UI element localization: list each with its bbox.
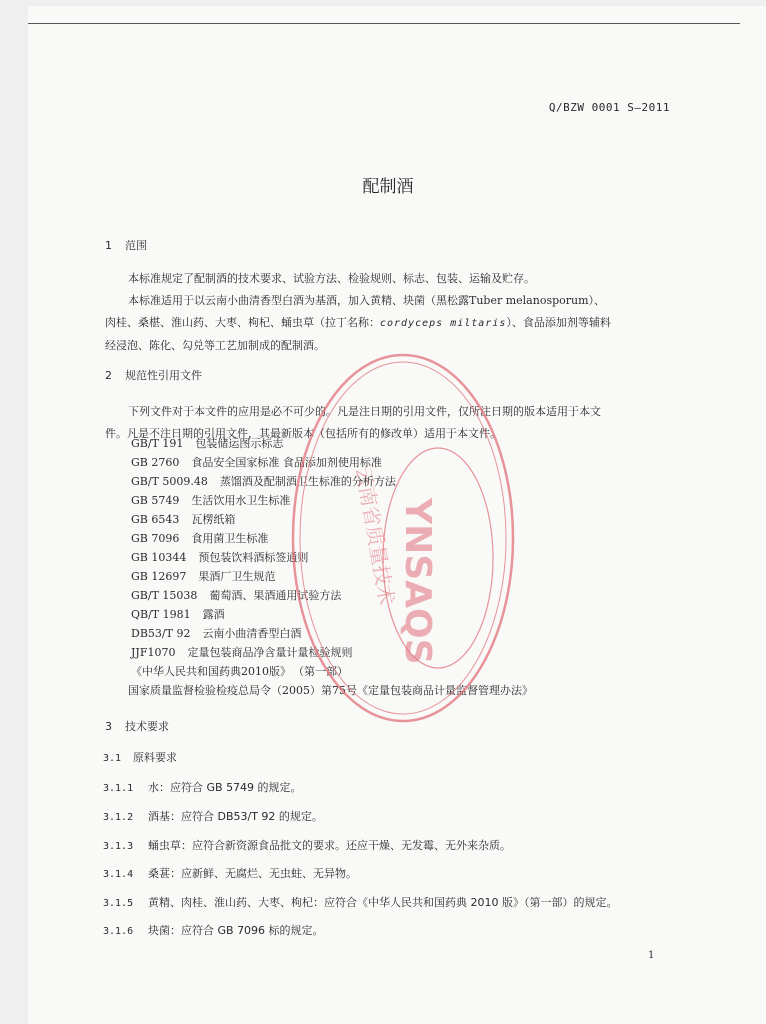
section-title: 技术要求 xyxy=(125,720,169,733)
ref-title: 食用菌卫生标准 xyxy=(191,532,269,545)
reference-item xyxy=(131,472,533,491)
intro-text-2: 件。凡是不注日期的引用文件，其最新版本（包括所有的修改单）适用于本文件。 xyxy=(105,427,501,440)
reference-item xyxy=(131,529,533,548)
subsection-3-1-heading xyxy=(103,749,177,765)
subsection-number: 3.1 xyxy=(103,753,122,764)
ref-code: JJF1070 xyxy=(131,646,176,659)
ref-title: 露酒 xyxy=(202,608,225,621)
document-page xyxy=(28,6,766,1024)
reference-item xyxy=(131,491,533,510)
intro-text-1: 下列文件对于本文件的应用是必不可少的。凡是注日期的引用文件，仅所注日期的版本适用于本文 xyxy=(128,405,601,418)
ref-title: 食品安全国家标准 食品添加剂使用标准 xyxy=(191,456,382,469)
svg-text:云南省质量技术: 云南省质量技术 xyxy=(351,464,400,607)
item-number: 3.1.3 xyxy=(103,841,134,852)
reference-item xyxy=(131,605,533,624)
scope-line-1 xyxy=(105,268,680,290)
section-number: 2 xyxy=(105,369,112,382)
item-number: 3.1.5 xyxy=(103,898,134,909)
section-number: 3 xyxy=(105,720,112,733)
ref-code: 国家质量监督检验检疫总局令（2005）第75号 xyxy=(128,684,357,697)
scope-text-4: 经浸泡、陈化、勾兑等工艺加制成的配制酒。 xyxy=(105,339,325,352)
svg-text:YNSAQS: YNSAQS xyxy=(397,498,438,665)
scope-paragraph xyxy=(105,268,680,357)
requirement-item xyxy=(103,865,357,881)
requirement-item xyxy=(103,837,511,853)
item-number: 3.1.1 xyxy=(103,783,134,794)
ref-code: QB/T 1981 xyxy=(131,608,191,621)
ref-code: 《中华人民共和国药典2010版》 xyxy=(131,665,291,678)
ref-title: 定量包装商品净含量计量检验规则 xyxy=(187,646,353,659)
ref-code: GB/T 15038 xyxy=(131,589,198,602)
item-text: 黄精、肉桂、淮山药、大枣、枸杞：应符合《中华人民共和国药典 2010 版》（第一部）的规定。 xyxy=(148,896,618,909)
subsection-title: 原料要求 xyxy=(133,751,177,764)
ref-code: DB53/T 92 xyxy=(131,627,191,640)
item-text: 酒基：应符合 DB53/T 92 的规定。 xyxy=(148,810,323,823)
ref-code: GB/T 191 xyxy=(131,437,184,450)
scope-text-2: 本标准适用于以云南小曲清香型白酒为基酒，加入黄精、块菌（黑松露Tuber melanosporum）、 xyxy=(128,294,606,307)
requirement-item xyxy=(103,922,324,938)
section-title: 范围 xyxy=(125,239,147,252)
item-text: 蛹虫草：应符合新资源食品批文的要求。还应干燥、无发霉、无外来杂质。 xyxy=(148,839,511,852)
reference-list xyxy=(128,434,533,700)
ref-title: 生活饮用水卫生标准 xyxy=(191,494,291,507)
reference-item xyxy=(131,624,533,643)
ref-title: 《定量包装商品计量监督管理办法》 xyxy=(357,684,533,697)
scope-line-4 xyxy=(105,335,680,357)
reference-item xyxy=(131,643,533,662)
ref-title: 葡萄酒、果酒通用试验方法 xyxy=(209,589,342,602)
ref-title: 瓦楞纸箱 xyxy=(191,513,236,526)
ref-code: GB 7096 xyxy=(131,532,180,545)
ref-code: GB 6543 xyxy=(131,513,180,526)
ref-code: GB 10344 xyxy=(131,551,187,564)
item-text: 水：应符合 GB 5749 的规定。 xyxy=(148,781,302,794)
item-number: 3.1.2 xyxy=(103,812,134,823)
ref-code: GB 2760 xyxy=(131,456,180,469)
ref-title: （第一部） xyxy=(293,665,348,678)
ref-title: 包装储运图示标志 xyxy=(195,437,284,450)
reference-item xyxy=(131,567,533,586)
reference-item xyxy=(131,434,533,453)
scope-line-3 xyxy=(105,312,680,335)
latin-name: cordyceps miltaris xyxy=(380,318,507,329)
item-number: 3.1.4 xyxy=(103,869,134,880)
section-number: 1 xyxy=(105,239,112,252)
reference-item xyxy=(128,681,533,700)
ref-title: 果酒厂卫生规范 xyxy=(198,570,276,583)
reference-item xyxy=(131,586,533,605)
section-2-heading xyxy=(105,367,202,383)
scope-text-1: 本标准规定了配制酒的技术要求、试验方法、检验规则、标志、包装、运输及贮存。 xyxy=(128,272,535,285)
ref-code: GB 12697 xyxy=(131,570,187,583)
item-text: 桑葚：应新鲜、无腐烂、无虫蛀、无异物。 xyxy=(148,867,357,880)
ref-code: GB 5749 xyxy=(131,494,180,507)
ref-code: GB/T 5009.48 xyxy=(131,475,208,488)
page-number: 1 xyxy=(648,950,655,961)
intro-line-1 xyxy=(105,401,705,423)
scope-line-2 xyxy=(105,290,680,312)
document-title: 配制酒 xyxy=(362,177,414,197)
scope-text-3b: ）、食品添加剂等辅料 xyxy=(506,316,611,329)
requirement-item xyxy=(103,894,617,910)
item-number: 3.1.6 xyxy=(103,926,134,937)
header-rule xyxy=(28,23,740,24)
item-text: 块菌：应符合 GB 7096 标的规定。 xyxy=(148,924,324,937)
standard-code: Q/BZW 0001 S—2011 xyxy=(548,101,670,114)
scope-text-3a: 肉桂、桑椹、淮山药、大枣、枸杞、蛹虫草（拉丁名称： xyxy=(105,316,380,329)
reference-item xyxy=(131,548,533,567)
reference-item xyxy=(131,453,533,472)
reference-item xyxy=(131,510,533,529)
ref-title: 蒸馏酒及配制酒卫生标准的分析方法 xyxy=(219,475,396,488)
requirement-item xyxy=(103,779,302,795)
ref-title: 云南小曲清香型白酒 xyxy=(202,627,302,640)
ref-title: 预包装饮料酒标签通则 xyxy=(198,551,309,564)
section-title: 规范性引用文件 xyxy=(125,369,202,382)
section-3-heading xyxy=(105,718,169,734)
section-1-heading xyxy=(105,237,147,253)
reference-item xyxy=(131,662,533,681)
requirement-item xyxy=(103,808,323,824)
